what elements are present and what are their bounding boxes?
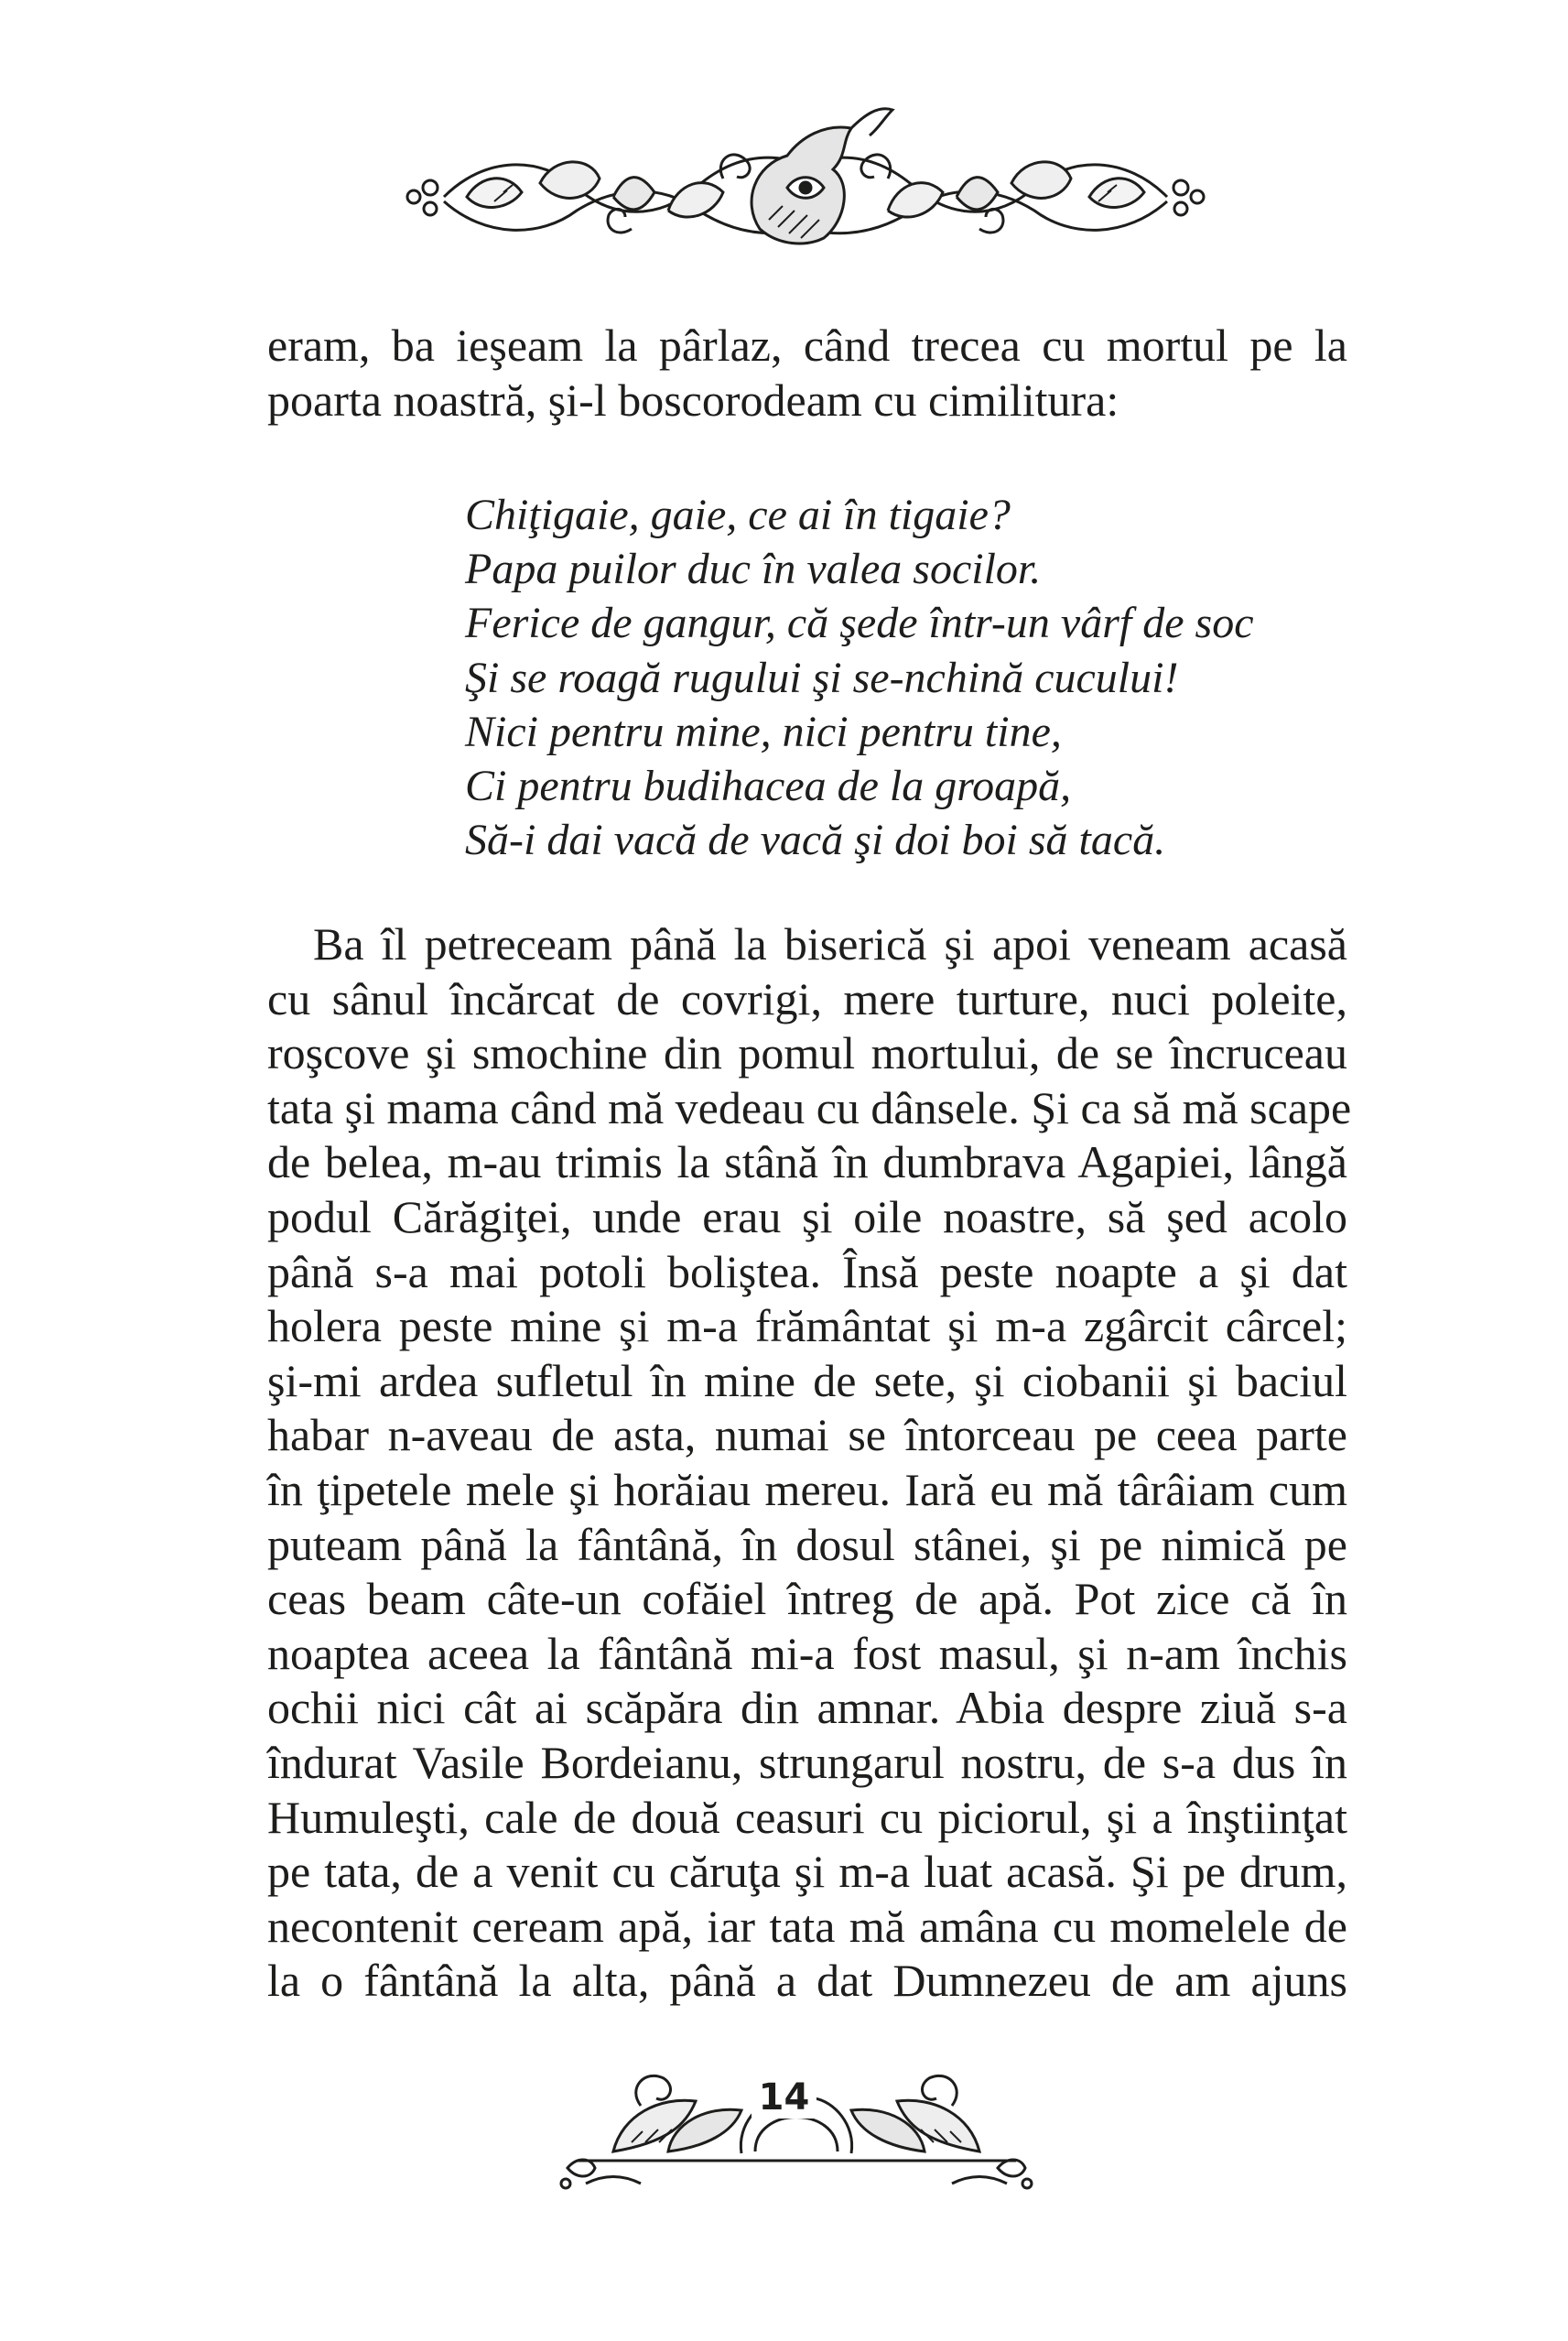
text-line: podul Cărăgiţei, unde erau şi oile noastre, să şed acolo bbox=[267, 1190, 1347, 1242]
poem-line: Ferice de gangur, că şede într-un vârf de soc bbox=[465, 599, 1254, 648]
text-line: la o fântână la alta, până a dat Dumnezeu de am ajuns bbox=[267, 1955, 1347, 2007]
text-line: tata şi mama când mă vedeau cu dânsele. Şi ca să mă scape bbox=[267, 1081, 1352, 1133]
text-line: necontenit ceream apă, iar tata mă amâna cu momelele de bbox=[267, 1900, 1347, 1952]
text-line: eram, ba ieşeam la pârlaz, când trecea cu mortul pe la bbox=[267, 320, 1347, 371]
text-line: puteam până la fântână, în dosul stânei, şi pe nimică pe bbox=[267, 1518, 1347, 1570]
poem-verse bbox=[465, 488, 1344, 867]
paragraph-continuation bbox=[267, 319, 1347, 428]
text-line: ochii nici cât ai scăpăra din amnar. Abia despre ziuă s-a bbox=[267, 1682, 1347, 1734]
poem-line: Ci pentru budihacea de la groapă, bbox=[465, 762, 1072, 811]
poem-line: Să-i dai vacă de vacă şi doi boi să tacă. bbox=[465, 816, 1166, 865]
text-line: Humuleşti, cale de două ceasuri cu piciorul, şi a înştiinţat bbox=[267, 1791, 1347, 1843]
floral-header-ornament-icon bbox=[394, 101, 1217, 275]
text-line: Ba îl petreceam până la biserică şi apoi veneam acasă bbox=[313, 918, 1347, 970]
text-line: în ţipetele mele şi horăiau mereu. Iară eu mă târâiam cum bbox=[267, 1463, 1347, 1515]
text-line: ceas beam câte-un cofăiel întreg de apă. Pot zice că în bbox=[267, 1573, 1347, 1625]
text-line: şi-mi ardea sufletul în mine de sete, şi ciobanii şi baciul bbox=[267, 1354, 1347, 1406]
text-line: până s-a mai potoli boliştea. Însă peste noapte a şi dat bbox=[267, 1245, 1347, 1297]
text-line: noaptea aceea la fântână mi-a fost masul, şi n-am închis bbox=[267, 1627, 1347, 1679]
page-number bbox=[0, 2076, 1568, 2119]
text-line: poarta noastră, şi-l boscorodeam cu cimilitura: bbox=[267, 374, 1119, 426]
paragraph-main bbox=[267, 917, 1352, 2009]
text-line: habar n-aveau de asta, numai se întorceau pe ceea parte bbox=[267, 1409, 1347, 1461]
text-line: roşcove şi smochine din pomul mortului, de se încruceau bbox=[267, 1027, 1347, 1079]
poem-line: Papa puilor duc în valea socilor. bbox=[465, 545, 1042, 594]
poem-line: Şi se roagă rugului şi se-nchină cucului! bbox=[465, 653, 1179, 702]
poem-line: Chiţigaie, gaie, ce ai în tigaie? bbox=[465, 491, 1011, 539]
text-line: de belea, m-au trimis la stână în dumbrava Agapiei, lângă bbox=[267, 1136, 1347, 1188]
poem-line: Nici pentru mine, nici pentru tine, bbox=[465, 707, 1062, 756]
floral-footer-ornament-icon bbox=[558, 2051, 1034, 2206]
text-line: îndurat Vasile Bordeianu, strungarul nostru, de s-a dus în bbox=[267, 1736, 1347, 1788]
text-line: cu sânul încărcat de covrigi, mere turture, nuci poleite, bbox=[267, 972, 1347, 1024]
page-number-label: 14 bbox=[752, 2076, 817, 2119]
text-line: pe tata, de a venit cu căruţa şi m-a luat acasă. Şi pe drum, bbox=[267, 1846, 1347, 1898]
text-line: holera peste mine şi m-a frământat şi m-a zgârcit cârcel; bbox=[267, 1300, 1347, 1352]
